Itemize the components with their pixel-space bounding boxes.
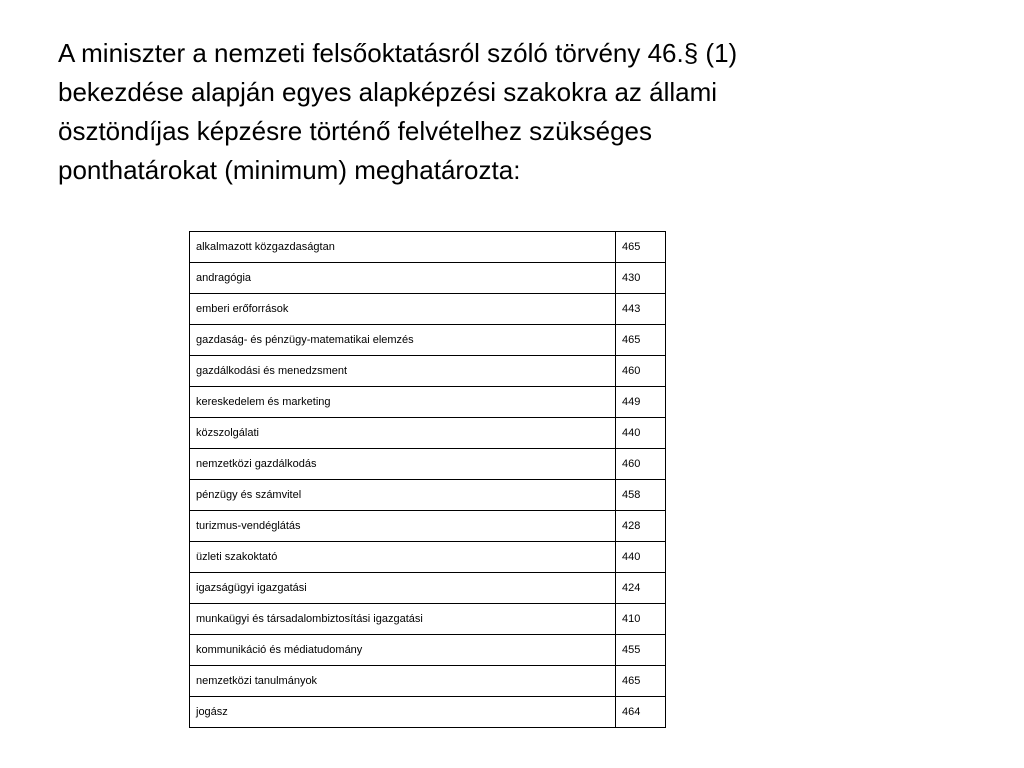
program-name-cell: alkalmazott közgazdaságtan <box>190 232 616 263</box>
intro-line: A miniszter a nemzeti felsőoktatásról szóló törvény 46.§ (1) <box>58 38 738 68</box>
points-cell: 440 <box>616 418 666 449</box>
program-name-cell: közszolgálati <box>190 418 616 449</box>
table-row <box>190 542 666 573</box>
points-cell: 458 <box>616 480 666 511</box>
points-cell: 424 <box>616 573 666 604</box>
table-row <box>190 418 666 449</box>
program-name-cell: kereskedelem és marketing <box>190 387 616 418</box>
program-name-cell: munkaügyi és társadalombiztosítási igazgatási <box>190 604 616 635</box>
points-cell: 410 <box>616 604 666 635</box>
table-row <box>190 387 666 418</box>
points-cell: 428 <box>616 511 666 542</box>
points-cell: 440 <box>616 542 666 573</box>
intro-line: ponthatárokat (minimum) meghatározta: <box>58 155 521 185</box>
table-row <box>190 294 666 325</box>
table-row <box>190 511 666 542</box>
program-name-cell: üzleti szakoktató <box>190 542 616 573</box>
intro-paragraph <box>58 34 958 190</box>
points-cell: 455 <box>616 635 666 666</box>
threshold-table <box>189 231 666 728</box>
intro-line: ösztöndíjas képzésre történő felvételhez szükséges <box>58 116 653 146</box>
points-cell: 465 <box>616 325 666 356</box>
points-cell: 430 <box>616 263 666 294</box>
points-cell: 460 <box>616 356 666 387</box>
table-row <box>190 356 666 387</box>
table-row <box>190 697 666 728</box>
program-name-cell: emberi erőforrások <box>190 294 616 325</box>
table-row <box>190 263 666 294</box>
program-name-cell: gazdálkodási és menedzsment <box>190 356 616 387</box>
program-name-cell: gazdaság- és pénzügy-matematikai elemzés <box>190 325 616 356</box>
program-name-cell: kommunikáció és médiatudomány <box>190 635 616 666</box>
table-row <box>190 573 666 604</box>
program-name-cell: andragógia <box>190 263 616 294</box>
table-row <box>190 666 666 697</box>
points-cell: 443 <box>616 294 666 325</box>
program-name-cell: nemzetközi tanulmányok <box>190 666 616 697</box>
threshold-table-body <box>190 232 666 728</box>
program-name-cell: turizmus-vendéglátás <box>190 511 616 542</box>
program-name-cell: pénzügy és számvitel <box>190 480 616 511</box>
table-row <box>190 232 666 263</box>
points-cell: 449 <box>616 387 666 418</box>
table-row <box>190 449 666 480</box>
points-cell: 460 <box>616 449 666 480</box>
points-cell: 464 <box>616 697 666 728</box>
table-row <box>190 325 666 356</box>
intro-line: bekezdése alapján egyes alapképzési szakokra az állami <box>58 77 718 107</box>
program-name-cell: nemzetközi gazdálkodás <box>190 449 616 480</box>
program-name-cell: igazságügyi igazgatási <box>190 573 616 604</box>
points-cell: 465 <box>616 232 666 263</box>
table-row <box>190 635 666 666</box>
table-row <box>190 604 666 635</box>
points-cell: 465 <box>616 666 666 697</box>
program-name-cell: jogász <box>190 697 616 728</box>
table-row <box>190 480 666 511</box>
